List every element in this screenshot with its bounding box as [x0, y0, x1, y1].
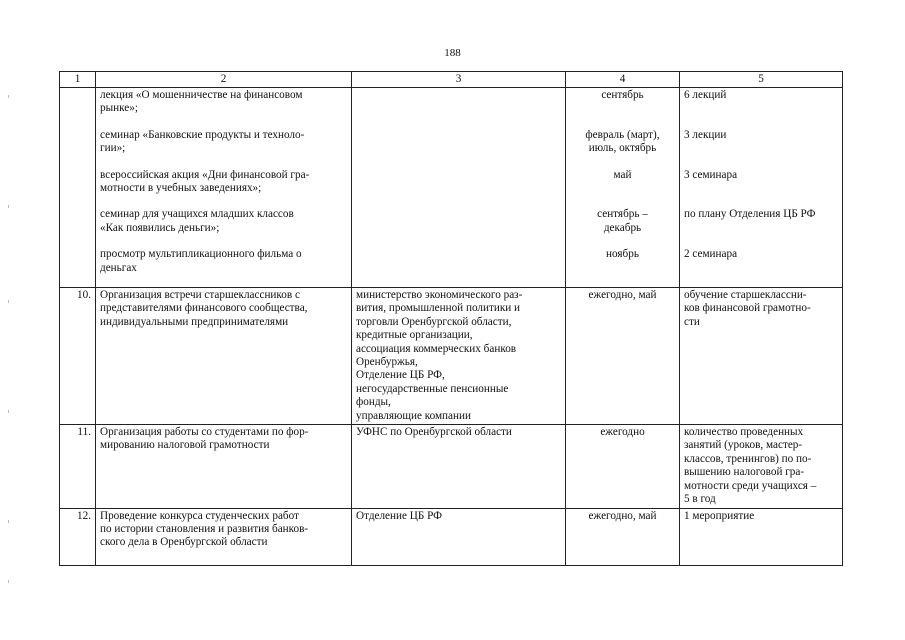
- result-line: 3 лекции: [684, 128, 727, 141]
- when-line: июль, октябрь: [588, 142, 657, 155]
- when-line: сентябрь –: [597, 208, 648, 221]
- result-line: вышению налоговой гра-: [684, 466, 805, 479]
- event-line: по истории становления и развития банков-: [100, 522, 309, 535]
- event-line: индивидуальными предпринимателями: [100, 315, 289, 328]
- when-line: сентябрь: [601, 89, 644, 101]
- event-cell: [96, 508, 352, 565]
- row-number-cell: [60, 88, 96, 288]
- result-cell: [680, 508, 843, 565]
- event-line: лекция «О мошенничестве на финансовом: [100, 89, 303, 101]
- event-cell: [96, 288, 352, 425]
- executor-line: ассоциация коммерческих банков: [356, 342, 517, 355]
- when-line: февраль (март),: [585, 128, 660, 141]
- scan-margin-mark: [8, 300, 9, 303]
- executor-line: вития, промышленной политики и: [356, 302, 521, 315]
- row-number-cell: 11.: [60, 425, 96, 508]
- executor-line: негосударственные пенсионные: [356, 382, 509, 395]
- event-line: представителями финансового сообщества,: [100, 302, 308, 315]
- executor-line: Отделение ЦБ РФ,: [356, 369, 445, 382]
- executor-line: УФНС по Оренбургской области: [356, 426, 512, 439]
- executor-line: торговли Оренбургской области,: [356, 315, 512, 328]
- header-col-2: 2: [96, 72, 352, 88]
- event-line: гии»;: [100, 142, 126, 155]
- event-cell: [96, 425, 352, 508]
- event-cell: [96, 88, 352, 288]
- scan-margin-mark: [8, 520, 9, 523]
- event-line: рынке»;: [100, 102, 138, 115]
- when-line: май: [613, 168, 632, 181]
- header-col-4: 4: [566, 72, 680, 88]
- event-line: ского дела в Оренбургской области: [100, 536, 268, 549]
- result-line: 5 в год: [684, 493, 716, 506]
- executor-line: фонды,: [356, 396, 391, 409]
- result-cell: [680, 288, 843, 425]
- event-line: семинар для учащихся младших классов: [100, 208, 294, 221]
- row-number-cell: 10.: [60, 288, 96, 425]
- when-line: ежегодно: [600, 426, 645, 439]
- executor-line: Оренбуржья,: [356, 356, 418, 369]
- executor-line: министерство экономического раз-: [356, 289, 523, 301]
- event-line: мотности в учебных заведениях»;: [100, 182, 262, 195]
- when-line: ежегодно, май: [588, 509, 657, 522]
- header-row: [60, 72, 843, 88]
- header-col-1: 1: [60, 72, 96, 88]
- result-cell: [680, 425, 843, 508]
- table-row: [60, 508, 843, 565]
- result-line: сти: [684, 315, 700, 328]
- row-number-cell: 12.: [60, 508, 96, 565]
- page-number: 188: [444, 47, 461, 59]
- event-line: Организация встречи старшеклассников с: [100, 289, 300, 301]
- result-line: по плану Отделения ЦБ РФ: [684, 208, 816, 221]
- result-line: 2 семинара: [684, 248, 738, 261]
- result-line: обучение старшеклассни-: [684, 289, 807, 301]
- event-line: всероссийская акция «Дни финансовой гра-: [100, 168, 310, 181]
- scan-margin-mark: [8, 580, 9, 583]
- executor-line: управляющие компании: [356, 409, 471, 422]
- when-cell: [566, 88, 680, 288]
- event-line: деньгах: [100, 261, 137, 274]
- event-line: просмотр мультипликационного фильма о: [100, 248, 302, 261]
- when-cell: [566, 288, 680, 425]
- header-col-3: 3: [352, 72, 566, 88]
- executor-line: Отделение ЦБ РФ: [356, 509, 442, 522]
- result-line: 6 лекций: [684, 89, 727, 101]
- scan-margin-mark: [8, 205, 9, 208]
- event-line: семинар «Банковские продукты и техноло-: [100, 128, 305, 141]
- executors-cell: [352, 288, 566, 425]
- executors-cell: [352, 88, 566, 288]
- scan-margin-mark: [8, 95, 9, 98]
- event-line: «Как появились деньги»;: [100, 221, 220, 234]
- executor-line: кредитные организации,: [356, 329, 473, 342]
- when-line: декабрь: [603, 221, 642, 234]
- table-row: [60, 425, 843, 508]
- when-line: ноябрь: [606, 248, 639, 261]
- result-line: количество проведенных: [684, 426, 804, 439]
- event-line: мированию налоговой грамотности: [100, 439, 270, 452]
- when-line: ежегодно, май: [588, 289, 657, 301]
- result-line: занятий (уроков, мастер-: [684, 439, 803, 452]
- header-col-5: 5: [680, 72, 843, 88]
- event-line: Организация работы со студентами по фор-: [100, 426, 309, 439]
- table-row-continued: [60, 88, 843, 288]
- executors-cell: [352, 425, 566, 508]
- executors-cell: [352, 508, 566, 565]
- event-line: Проведение конкурса студенческих работ: [100, 509, 299, 522]
- result-line: 3 семинара: [684, 168, 738, 181]
- result-cell: [680, 88, 843, 288]
- result-line: 1 мероприятие: [684, 509, 755, 522]
- result-line: мотности среди учащихся –: [684, 479, 817, 492]
- when-cell: [566, 508, 680, 565]
- result-line: ков финансовой грамотно-: [684, 302, 811, 315]
- plan-table: [59, 71, 843, 566]
- when-cell: [566, 425, 680, 508]
- result-line: классов, тренингов) по по-: [684, 452, 812, 465]
- table-row: [60, 288, 843, 425]
- scan-margin-mark: [8, 410, 9, 413]
